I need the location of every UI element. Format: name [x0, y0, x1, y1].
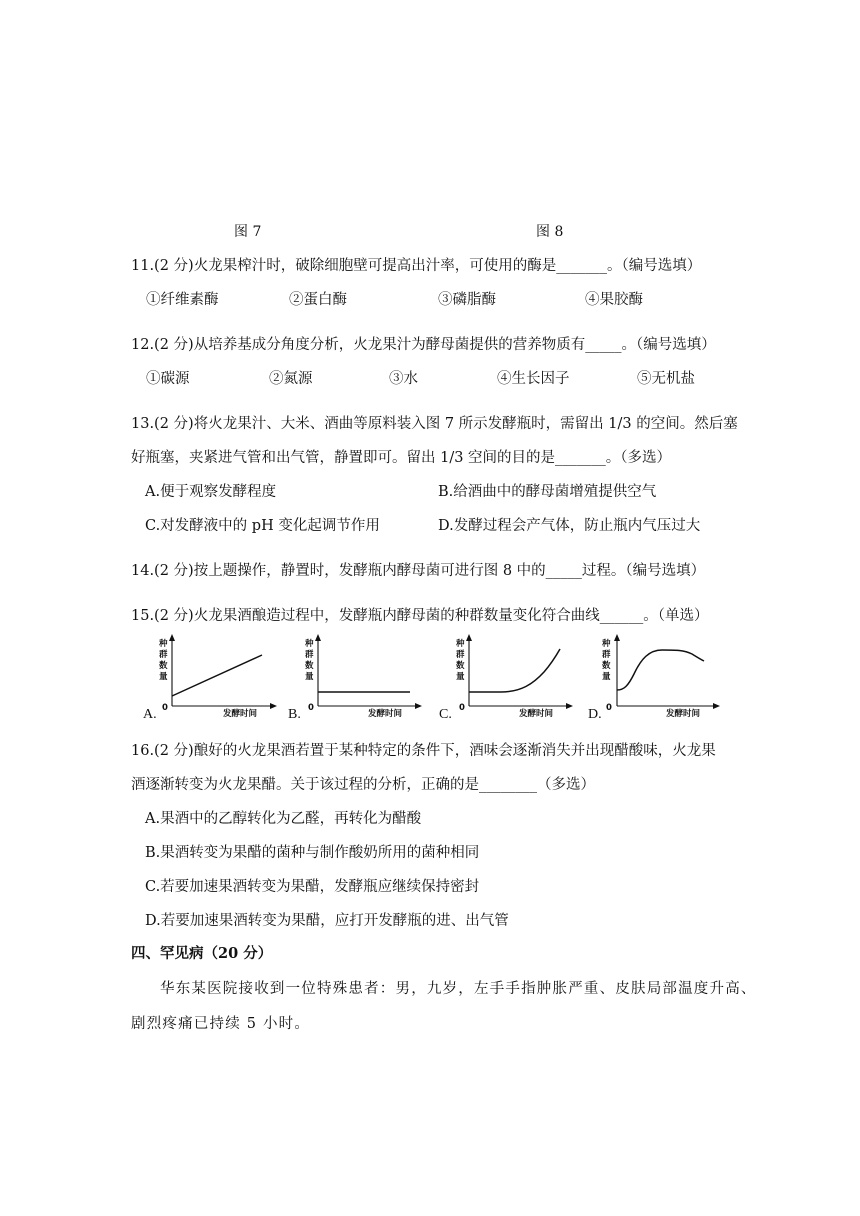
- q12-option-5: ⑤无机盐: [637, 371, 695, 387]
- graph-d-x-arrow: [713, 703, 720, 709]
- q11-option-4: ④果胶酶: [585, 292, 643, 308]
- q11-stem: 11.(2 分)火龙果榨汁时，破除细胞壁可提高出汁率，可使用的酶是_______。（编号选填）: [131, 258, 702, 274]
- graph-a-curve: [172, 655, 262, 696]
- graph-d-origin: 0: [606, 703, 612, 713]
- q12-option-1: ①碳源: [146, 371, 190, 387]
- graph-c-ylabel-2: 群: [456, 650, 465, 660]
- graph-a-y-arrow: [169, 634, 175, 641]
- graph-c-ylabel-3: 数: [456, 661, 465, 671]
- graph-c-ylabel-1: 种: [456, 639, 465, 649]
- graph-d-xlabel: 发酵时间: [666, 709, 701, 719]
- q13-stem-line2: 好瓶塞，夹紧进气管和出气管，静置即可。留出 1/3 空间的目的是_______。（多选）: [131, 450, 672, 466]
- graph-b-y-arrow: [315, 634, 321, 641]
- q15-graph-a-svg: [143, 632, 278, 724]
- q12-stem: 12.(2 分)从培养基成分角度分析，火龙果汁为酵母菌提供的营养物质有_____。（编号选填）: [131, 337, 716, 353]
- graph-a-x-arrow: [270, 703, 277, 709]
- graph-a-letter: A.: [143, 707, 157, 722]
- graph-b-origin: 0: [308, 703, 314, 713]
- q12-option-4: ④生长因子: [497, 371, 570, 387]
- graph-d-ylabel-3: 数: [602, 661, 611, 671]
- q13-option-a: A.便于观察发酵程度: [145, 484, 277, 500]
- section-4-para-line1: 华东某医院接收到一位特殊患者：男，九岁，左手手指肿胀严重、皮肤局部温度升高、: [160, 981, 757, 997]
- q16-stem-line2: 酒逐渐转变为火龙果醋。关于该过程的分析，正确的是________（多选）: [131, 777, 595, 793]
- graph-d-ylabel-2: 群: [602, 650, 611, 660]
- graph-b-ylabel-1: 种: [305, 639, 314, 649]
- graph-b-ylabel-3: 数: [305, 661, 314, 671]
- q11-option-3: ③磷脂酶: [438, 292, 496, 308]
- graph-c-origin: 0: [459, 703, 465, 713]
- q16-option-b: B.果酒转变为果醋的菌种与制作酸奶所用的菌种相同: [145, 845, 480, 861]
- q16-option-a: A.果酒中的乙醇转化为乙醛，再转化为醋酸: [145, 811, 422, 827]
- section-4-para-line2: 剧烈疼痛已持续 5 小时。: [131, 1016, 311, 1032]
- graph-a-origin: 0: [162, 703, 168, 713]
- graph-a-ylabel-3: 数: [159, 661, 168, 671]
- q13-option-b: B.给酒曲中的酵母菌增殖提供空气: [438, 484, 657, 500]
- graph-d-ylabel-1: 种: [602, 639, 611, 649]
- graph-d-curve: [617, 650, 704, 690]
- graph-b-xlabel: 发酵时间: [368, 709, 403, 719]
- graph-a-ylabel-2: 群: [159, 650, 168, 660]
- q15-graph-d: [588, 632, 723, 724]
- graph-d-letter: D.: [588, 707, 602, 722]
- graph-b-letter: B.: [288, 707, 301, 722]
- q15-graph-a: [143, 632, 278, 724]
- q15-stem: 15.(2 分)火龙果酒酿造过程中，发酵瓶内酵母菌的种群数量变化符合曲线______。（单选）: [131, 608, 709, 624]
- graph-b-x-arrow: [415, 703, 422, 709]
- graph-c-x-arrow: [566, 703, 573, 709]
- q13-option-c: C.对发酵液中的 pH 变化起调节作用: [145, 518, 380, 534]
- q13-option-d: D.发酵过程会产气体，防止瓶内气压过大: [438, 518, 701, 534]
- q12-option-2: ②氮源: [269, 371, 313, 387]
- q16-stem-line1: 16.(2 分)酿好的火龙果酒若置于某种特定的条件下，酒味会逐渐消失并出现醋酸味，火龙果: [131, 743, 716, 759]
- graph-b-ylabel-4: 量: [305, 672, 314, 682]
- q16-option-c: C.若要加速果酒转变为果醋，发酵瓶应继续保持密封: [145, 879, 480, 895]
- graph-a-ylabel-1: 种: [159, 639, 168, 649]
- q15-graph-b-svg: [288, 632, 423, 724]
- figure-8-caption: 图 8: [536, 224, 564, 240]
- graph-d-ylabel-4: 量: [602, 672, 611, 682]
- graph-c-ylabel-4: 量: [456, 672, 465, 682]
- graph-c-xlabel: 发酵时间: [519, 709, 554, 719]
- q13-stem-line1: 13.(2 分)将火龙果汁、大米、酒曲等原料装入图 7 所示发酵瓶时，需留出 1/3 的空间。然后塞: [131, 416, 738, 432]
- graph-c-curve: [469, 649, 560, 692]
- figure-7-caption: 图 7: [234, 224, 262, 240]
- q16-option-d: D.若要加速果酒转变为果醋，应打开发酵瓶的进、出气管: [145, 913, 509, 929]
- q12-option-3: ③水: [389, 371, 418, 387]
- q11-option-2: ②蛋白酶: [289, 292, 347, 308]
- q15-graph-c-svg: [439, 632, 574, 724]
- graph-a-xlabel: 发酵时间: [223, 709, 258, 719]
- graph-c-letter: C.: [439, 707, 452, 722]
- graph-d-y-arrow: [614, 634, 620, 641]
- section-4-heading: 四、罕见病（20 分）: [131, 945, 273, 962]
- q15-graph-b: [288, 632, 423, 724]
- q11-option-1: ①纤维素酶: [146, 292, 219, 308]
- graph-c-y-arrow: [466, 634, 472, 641]
- q15-graph-d-svg: [588, 632, 723, 724]
- q14-stem: 14.(2 分)按上题操作，静置时，发酵瓶内酵母菌可进行图 8 中的_____过程。（编号选填）: [131, 563, 706, 579]
- q15-graph-c: [439, 632, 574, 724]
- graph-a-ylabel-4: 量: [159, 672, 168, 682]
- graph-b-ylabel-2: 群: [305, 650, 314, 660]
